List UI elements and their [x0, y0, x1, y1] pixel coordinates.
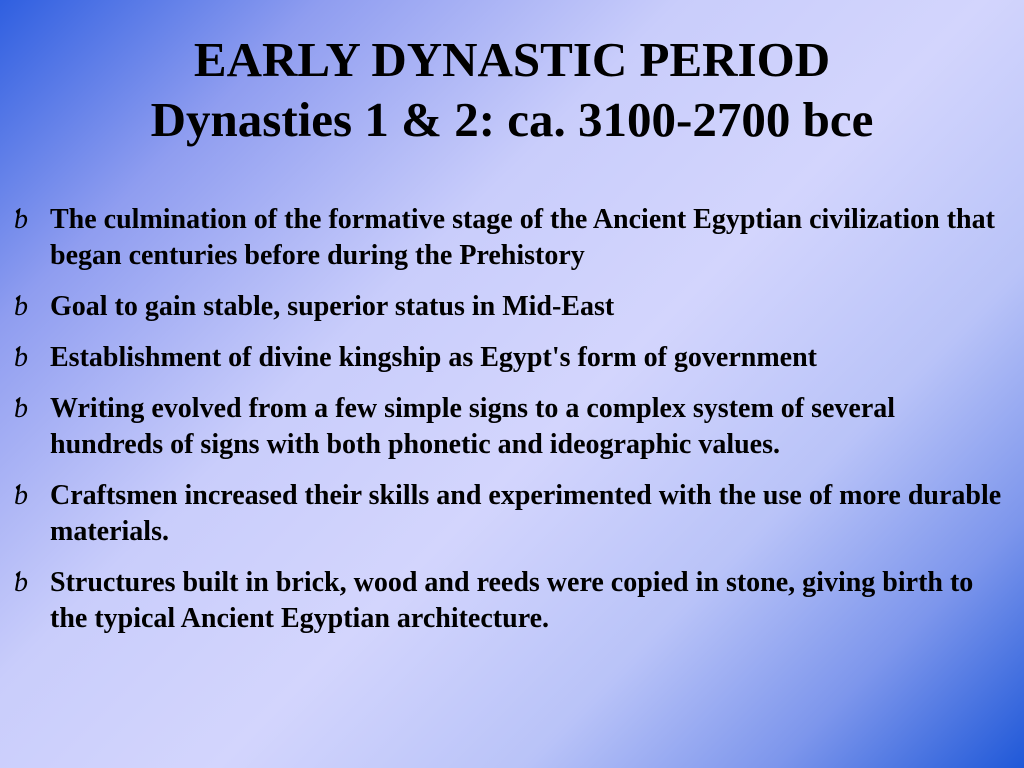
bullet-icon: ƅ [14, 393, 28, 424]
bullet-item [14, 478, 1014, 550]
bullet-icon: ƅ [14, 291, 28, 322]
bullet-icon: ƅ [14, 480, 28, 511]
bullet-item [14, 289, 1014, 325]
bullet-item [14, 391, 1014, 463]
bullet-icon: ƅ [14, 204, 28, 235]
title-line-2: Dynasties 1 & 2: ca. 3100-2700 bce [150, 92, 874, 147]
bullet-text: The culmination of the formative stage of the Ancient Egyptian civilization that began centuries before during the Prehistory [50, 204, 995, 271]
bullet-text: Establishment of divine kingship as Egypt's form of government [50, 342, 817, 373]
title-line-1: EARLY DYNASTIC PERIOD [193, 32, 831, 87]
bullet-item [14, 565, 1014, 637]
bullet-text: Goal to gain stable, superior status in Mid-East [50, 291, 615, 322]
bullet-item [14, 340, 1014, 376]
bullet-icon: ƅ [14, 342, 28, 373]
slide-title [0, 30, 1024, 150]
bullet-text: Writing evolved from a few simple signs to a complex system of several hundreds of signs with both phonetic and ideographic values. [50, 393, 896, 460]
bullet-item [14, 202, 1014, 274]
bullet-text: Structures built in brick, wood and reeds were copied in stone, giving birth to the typical Ancient Egyptian architecture. [50, 567, 974, 634]
bullet-icon: ƅ [14, 567, 28, 598]
bullet-list [14, 202, 1014, 652]
bullet-text: Craftsmen increased their skills and experimented with the use of more durable materials. [50, 480, 1002, 547]
